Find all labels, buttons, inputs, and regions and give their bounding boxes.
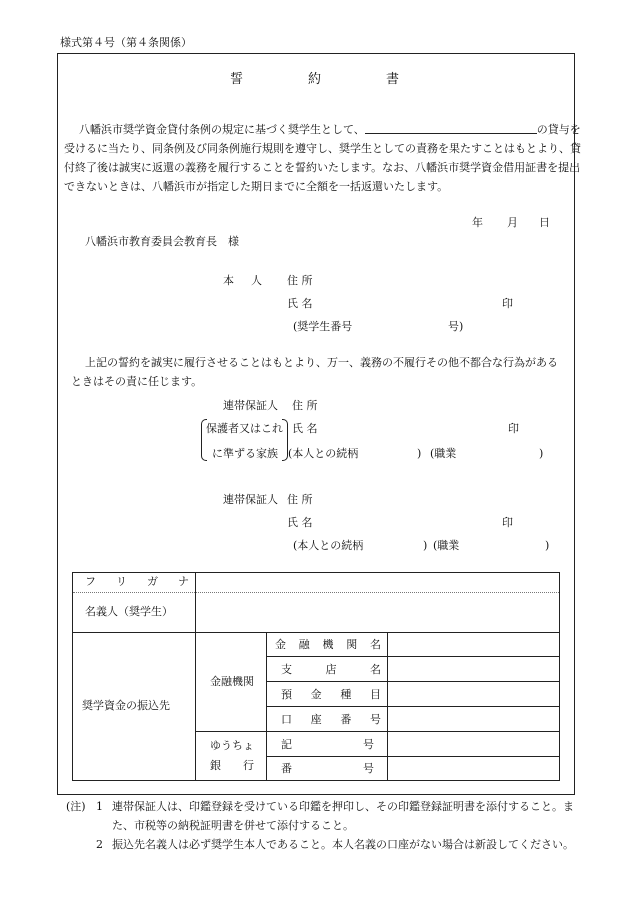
notes-label: (注): [66, 800, 86, 813]
account-number-label: 口 座 番 号: [281, 713, 381, 726]
principal-seal: 印: [502, 297, 513, 310]
pledge-line-3: 付終了後は誠実に返還の義務を履行することを誓約いたします。なお、八幡浜市奨学資金借用証書を提出: [64, 161, 581, 174]
scholarship-name-blank[interactable]: [365, 121, 537, 134]
deposit-type-label: 預 金 種 目: [281, 688, 381, 701]
document-title: [0, 73, 630, 86]
col-divider: [266, 632, 267, 780]
transfer-label: 奨学資金の振込先: [82, 699, 170, 712]
guarantor1-note-top: 保護者又はこれ: [206, 422, 283, 435]
addressee: 八幡浜市教育委員会教育長 様: [85, 235, 239, 248]
guarantor2-label: 連帯保証人: [223, 493, 278, 506]
furigana-input[interactable]: [196, 573, 559, 592]
guarantor1-address-label[interactable]: 住 所: [292, 399, 318, 412]
pledge-line-4: できないときは、八幡浜市が指定した期日までに全額を一括返還いたします。: [64, 180, 449, 193]
yucho-symbol-label: 記 号: [281, 738, 374, 751]
yucho-label-bottom: 銀 行: [210, 759, 254, 772]
account-number-input[interactable]: [388, 707, 559, 731]
yucho-number-label: 番 号: [281, 762, 374, 775]
date-month[interactable]: 月: [507, 216, 518, 229]
furigana-label: フ リ ガ ナ: [85, 575, 189, 588]
guarantor2-seal: 印: [502, 516, 513, 529]
title-char: 書: [386, 72, 401, 87]
yucho-label-top: ゆうちょ: [210, 739, 254, 752]
form-label: 様式第４号（第４条関係）: [60, 36, 192, 49]
principal-name-label[interactable]: 氏 名: [287, 297, 313, 310]
guarantor1-relation-open: (本人との続柄: [288, 447, 359, 460]
holder-label: 名義人（奨学生）: [85, 605, 173, 618]
guarantor1-relation-close: ): [417, 447, 422, 460]
note-1-line-1: 連帯保証人は、印鑑登録を受けている印鑑を押印し、その印鑑登録証明書を添付すること。ま: [112, 800, 574, 813]
guarantor2-occupation-open: (職業: [433, 539, 460, 552]
title-char: 約: [307, 72, 322, 87]
guarantor1-label: 連帯保証人: [223, 399, 278, 412]
yucho-number-input[interactable]: [388, 757, 559, 780]
guarantor-statement-line-1: 上記の誓約を誠実に履行させることはもとより、万一、義務の不履行その他不都合な行為がある: [85, 356, 558, 369]
note-2-number: 2: [96, 838, 103, 851]
deposit-type-input[interactable]: [388, 682, 559, 706]
col-divider: [195, 632, 196, 780]
guarantor1-occupation-close: ): [539, 447, 544, 460]
guarantor1-name-label[interactable]: 氏 名: [292, 422, 318, 435]
guarantor2-name-label[interactable]: 氏 名: [287, 516, 313, 529]
guarantor1-seal: 印: [508, 422, 519, 435]
pledge-line-2: 受けるに当たり、同条例及び同条例施行規則を遵守し、奨学生としての責務を果たすことはもとより、貸: [64, 142, 581, 155]
student-number-open: (奨学生番号: [293, 320, 353, 333]
date-year[interactable]: 年: [472, 216, 483, 229]
guarantor-statement-line-2: ときはその責に任じます。: [71, 375, 203, 388]
holder-input[interactable]: [196, 593, 559, 632]
bank-name-label: 金 融 機 関 名: [275, 638, 381, 651]
date-day[interactable]: 日: [539, 216, 550, 229]
principal-label: 本 人: [223, 274, 265, 287]
guarantor2-address-label[interactable]: 住 所: [287, 493, 313, 506]
note-1-number: 1: [96, 800, 103, 813]
student-number-close: 号): [448, 320, 464, 333]
guarantor2-occupation-close: ): [545, 539, 550, 552]
pledge-line-1: 八幡浜市奨学資金貸付条例の規定に基づく奨学生として、 の貸与を: [79, 123, 581, 136]
guarantor2-relation-open: (本人との続柄: [293, 539, 364, 552]
branch-name-label: 支 店 名: [281, 663, 381, 676]
note-2-line: 振込先名義人は必ず奨学生本人であること。本人名義の口座がない場合は新設してください。: [112, 838, 574, 851]
guarantor1-occupation-open: (職業: [430, 447, 457, 460]
financial-institution-label: 金融機関: [210, 675, 254, 688]
bank-name-input[interactable]: [388, 633, 559, 656]
bank-transfer-table: [72, 572, 560, 781]
guarantor2-relation-close: ): [423, 539, 428, 552]
branch-name-input[interactable]: [388, 657, 559, 681]
yucho-symbol-input[interactable]: [388, 732, 559, 756]
guarantor1-note-bottom: に準ずる家族: [212, 447, 278, 460]
note-1-line-2: た、市税等の納税証明書を併せて添付すること。: [112, 819, 354, 832]
principal-address-label[interactable]: 住 所: [287, 274, 313, 287]
title-char: 誓: [229, 72, 244, 87]
